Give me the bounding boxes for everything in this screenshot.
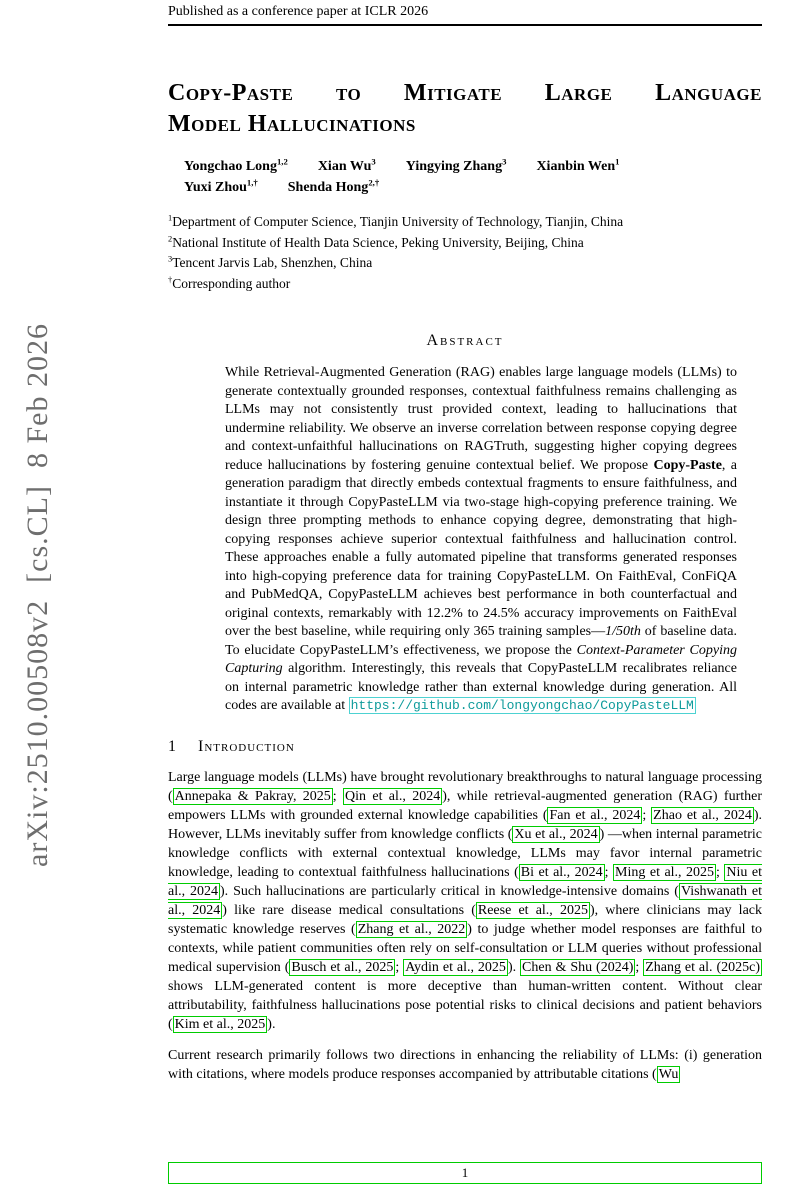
paper-page (168, 0, 762, 1084)
text-span: ; (332, 788, 344, 804)
paper-title-line-2: Model Hallucinations (168, 111, 416, 137)
author-name: Shenda Hong (287, 180, 369, 195)
text-span: ; (604, 864, 614, 880)
affiliation-text: Corresponding author (172, 275, 291, 291)
text-span: ). (507, 959, 521, 975)
citation-link[interactable]: Zhang et al. (2025c) (645, 959, 761, 975)
text-span: 1/50th (605, 624, 641, 639)
text-span: ) like rare disease medical consultations ( (222, 902, 476, 918)
citation-link[interactable]: Bi et al., 2024 (520, 864, 603, 880)
paper-title-line-1: Copy-Paste to Mitigate Large Language (168, 80, 762, 106)
citation-link[interactable]: Busch et al., 2025 (291, 959, 394, 975)
running-header: Published as a conference paper at ICLR 2026 (168, 4, 429, 19)
citation-link[interactable]: Zhang et al., 2022 (357, 921, 466, 937)
section-heading-introduction (168, 738, 762, 756)
author-name: Xianbin Wen (536, 159, 616, 174)
author-name: Yongchao Long (184, 159, 277, 174)
text-span: , a generation paradigm that directly embeds contextual fragments to ensure faithfulness, and instantiate it through CopyPasteLLM via two-stage high-copying preference training. We design three prompting methods to enhance copying degree, demonstrating that high-copying responses achieve superior contextual faithfulness and hallucination control. These approaches enable a fully automated pipeline that transforms generated responses into high-copying preference data for training CopyPasteLLM. On FaithEval, ConFiQA and PubMedQA, CopyPasteLLM achieves best performance in both counterfactual and original contexts, remarkably with 12.2% to 24.5% accuracy improvements on FaithEval over the best baseline, while requiring only 365 training samples— (225, 457, 738, 639)
citation-link[interactable]: Wu (658, 1066, 679, 1082)
text-span: algorithm. Interestingly, this reveals that CopyPasteLLM recalibrates reliance on internal parametric knowledge rather than external knowledge during generation. All codes are available at (225, 661, 737, 713)
header-rule (168, 24, 762, 26)
author-affil-sup: 3 (502, 156, 507, 167)
author-affil-sup: 1,† (246, 177, 258, 188)
text-span: ; (716, 864, 725, 880)
page-number[interactable]: 1 (461, 1165, 469, 1180)
text-span: ) —when internal parametric knowledge conflicts with external contextual knowledge, LLMs may favor internal parametric knowledge, leading to contextual faithfulness hallucinations ( (168, 826, 762, 880)
text-span: shows LLM-generated content is more deceptive than human-written content. Without clear attributability, faithfulness hallucinations pose potential risks to clinical decisions and patient behaviors ( (168, 978, 762, 1032)
author (536, 156, 619, 177)
abstract-body (225, 364, 737, 716)
citation-link[interactable]: Fan et al., 2024 (549, 807, 641, 823)
affiliation-text: Tencent Jarvis Lab, Shenzhen, China (172, 255, 373, 270)
author-name: Xian Wu (317, 159, 372, 174)
section-title: Introduction (198, 737, 295, 755)
author-row-2 (184, 177, 762, 198)
text-span: ; (635, 959, 644, 975)
section-number: 1 (168, 737, 176, 755)
text-span: ). However, LLMs inevitably suffer from knowledge conflicts ( (168, 807, 762, 842)
author-list (184, 156, 762, 198)
text-span: ) to judge whether model responses are faithful to contexts, while patient communities often rely on self-consultation or LLM queries without professional medical supervision ( (168, 921, 762, 975)
intro-paragraph-1 (168, 768, 762, 1034)
citation-link[interactable]: Ming et al., 2025 (615, 864, 715, 880)
citation-link[interactable]: Reese et al., 2025 (477, 902, 588, 918)
text-span: of baseline data. To elucidate CopyPasteLLM’s effectiveness, we propose the (225, 624, 737, 658)
text-span: Large language models (LLMs) have brought revolutionary breakthroughs to natural language processing ( (168, 769, 762, 804)
affiliation-line (168, 233, 762, 254)
citation-link[interactable]: Annepaka & Pakray, 2025 (174, 788, 331, 804)
text-span: ). Such hallucinations are particularly critical in knowledge-intensive domains ( (220, 883, 679, 899)
arxiv-watermark: arXiv:2510.00508v2 [cs.CL] 8 Feb 2026 (21, 323, 54, 867)
citation-link[interactable]: Chen & Shu (2024) (522, 959, 634, 975)
author-affil-sup: 1 (615, 156, 620, 167)
text-span: ), while retrieval-augmented generation (RAG) further empowers LLMs with grounded external knowledge capabilities ( (168, 788, 762, 823)
text-span: ). (267, 1016, 276, 1032)
affiliation-list (168, 212, 762, 294)
affiliation-sup: 1 (168, 213, 173, 223)
repo-link[interactable]: https://github.com/longyongchao/CopyPasteLLM (350, 698, 694, 713)
citation-link[interactable]: Aydin et al., 2025 (405, 959, 506, 975)
citation-link[interactable]: Vishwanath et al., 2024 (168, 883, 762, 918)
text-span: ), where clinicians may lack systematic knowledge reserves ( (168, 902, 763, 937)
author (184, 156, 288, 177)
text-span: While Retrieval-Augmented Generation (RAG) enables large language models (LLMs) to generate contextually grounded responses, contextual faithfulness remains challenging as LLMs may not consistently trust provided context, leading to hallucinations that undermine reliability. We observe an inverse correlation between response copying degree and context-unfaithful hallucinations on RAGTruth, suggesting higher copying degrees reduce hallucinations by fostering genuine contextual belief. We propose (225, 365, 737, 473)
intro-paragraph-2 (168, 1046, 762, 1084)
text-span: ; (642, 807, 652, 823)
author-affil-sup: 1,2 (276, 156, 288, 167)
author-row-1 (184, 156, 762, 177)
author-name: Yingying Zhang (405, 159, 503, 174)
affiliation-text: National Institute of Health Data Science, Peking University, Beijing, China (172, 234, 584, 250)
citation-link[interactable]: Zhao et al., 2024 (653, 807, 752, 823)
author-affil-sup: 2,† (368, 177, 380, 188)
affiliation-sup: 3 (168, 254, 173, 264)
paper-title (168, 78, 762, 140)
affiliation-sup: † (168, 275, 173, 284)
author (184, 177, 258, 198)
citation-link[interactable]: Niu et al., 2024 (168, 864, 762, 899)
affiliation-text: Department of Computer Science, Tianjin University of Technology, Tianjin, China (172, 214, 624, 229)
author (318, 156, 376, 177)
author (288, 177, 379, 198)
citation-link[interactable]: Kim et al., 2025 (174, 1016, 266, 1032)
affiliation-line (168, 253, 762, 274)
author-affil-sup: 3 (371, 156, 376, 167)
citation-link[interactable]: Xu et al., 2024 (514, 826, 598, 842)
affiliation-line (168, 274, 762, 295)
affiliation-line (168, 212, 762, 233)
text-span: Context-Parameter Copying Capturing (225, 642, 737, 676)
affiliation-sup: 2 (168, 234, 173, 243)
author-name: Yuxi Zhou (184, 180, 247, 195)
text-span: ; (395, 959, 404, 975)
text-span: Current research primarily follows two directions in enhancing the reliability of LLMs: (i) generation with citations, where models produce responses accompanied by attributable citations ( (168, 1047, 762, 1082)
page-number-box (168, 1162, 762, 1184)
abstract-heading: Abstract (426, 332, 504, 349)
author (406, 156, 507, 177)
citation-link[interactable]: Qin et al., 2024 (345, 788, 441, 804)
text-span: Copy-Paste (653, 457, 722, 473)
